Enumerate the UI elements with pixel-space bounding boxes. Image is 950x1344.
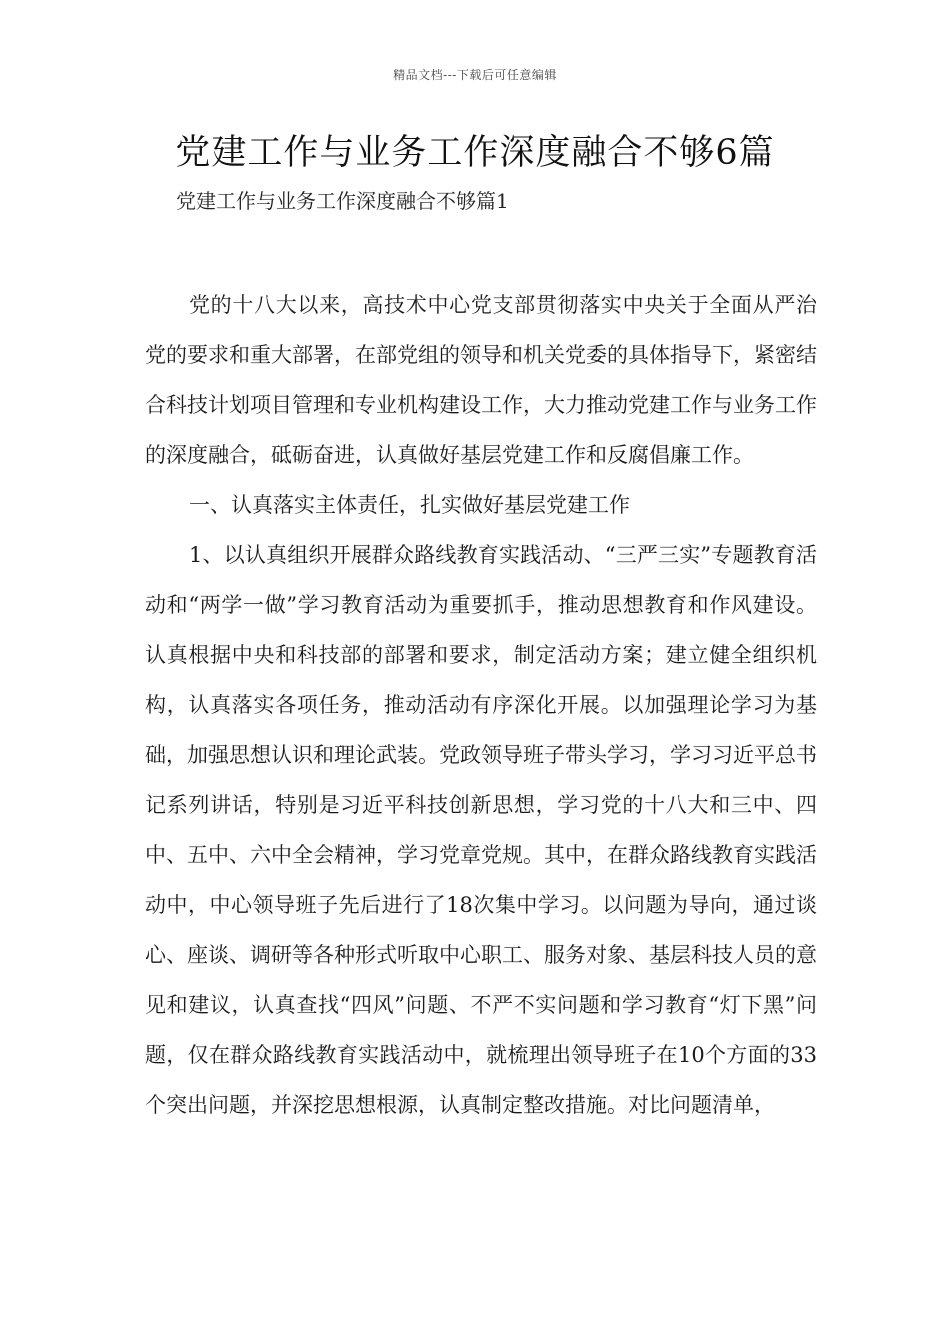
paragraph-item-1: 1、以认真组织开展群众路线教育实践活动、“三严三实”专题教育活动和“两学一做”学习教育活动为重要抓手，推动思想教育和作风建设。认真根据中央和科技部的部署和要求，制定活动方案；建立健全组织机构，认真落实各项任务，推动活动有序深化开展。以加强理论学习为基础，加强思想认识和理论武装。党政领导班子带头学习，学习习近平总书记系列讲话，特别是习近平科技创新思想，学习党的十八大和三中、四中、五中、六中全会精神，学习党章党规。其中，在群众路线教育实践活动中，中心领导班子先后进行了18次集中学习。以问题为导向，通过谈心、座谈、调研等各种形式听取中心职工、服务对象、基层科技人员的意见和建议，认真查找“四风”问题、不严不实问题和学习教育“灯下黑”问题，仅在群众路线教育实践活动中，就梳理出领导班子在10个方面的33个突出问题，并深挖思想根源，认真制定整改措施。对比问题清单， bbox=[145, 543, 817, 1117]
section-heading: 一、认真落实主体责任，扎实做好基层党建工作 bbox=[189, 493, 630, 517]
paragraph-intro: 党的十八大以来，高技术中心党支部贯彻落实中央关于全面从严治党的要求和重大部署，在部党组的领导和机关党委的具体指导下，紧密结合科技计划项目管理和专业机构建设工作，大力推动党建工作与业务工作的深度融合，砥砺奋进，认真做好基层党建工作和反腐倡廉工作。 bbox=[145, 293, 817, 467]
header-note: 精品文档---下载后可任意编辑 bbox=[393, 68, 557, 82]
document-body bbox=[145, 280, 817, 1130]
document-title: 党建工作与业务工作深度融合不够6篇 bbox=[175, 133, 775, 173]
document-subtitle: 党建工作与业务工作深度融合不够篇1 bbox=[176, 189, 509, 213]
